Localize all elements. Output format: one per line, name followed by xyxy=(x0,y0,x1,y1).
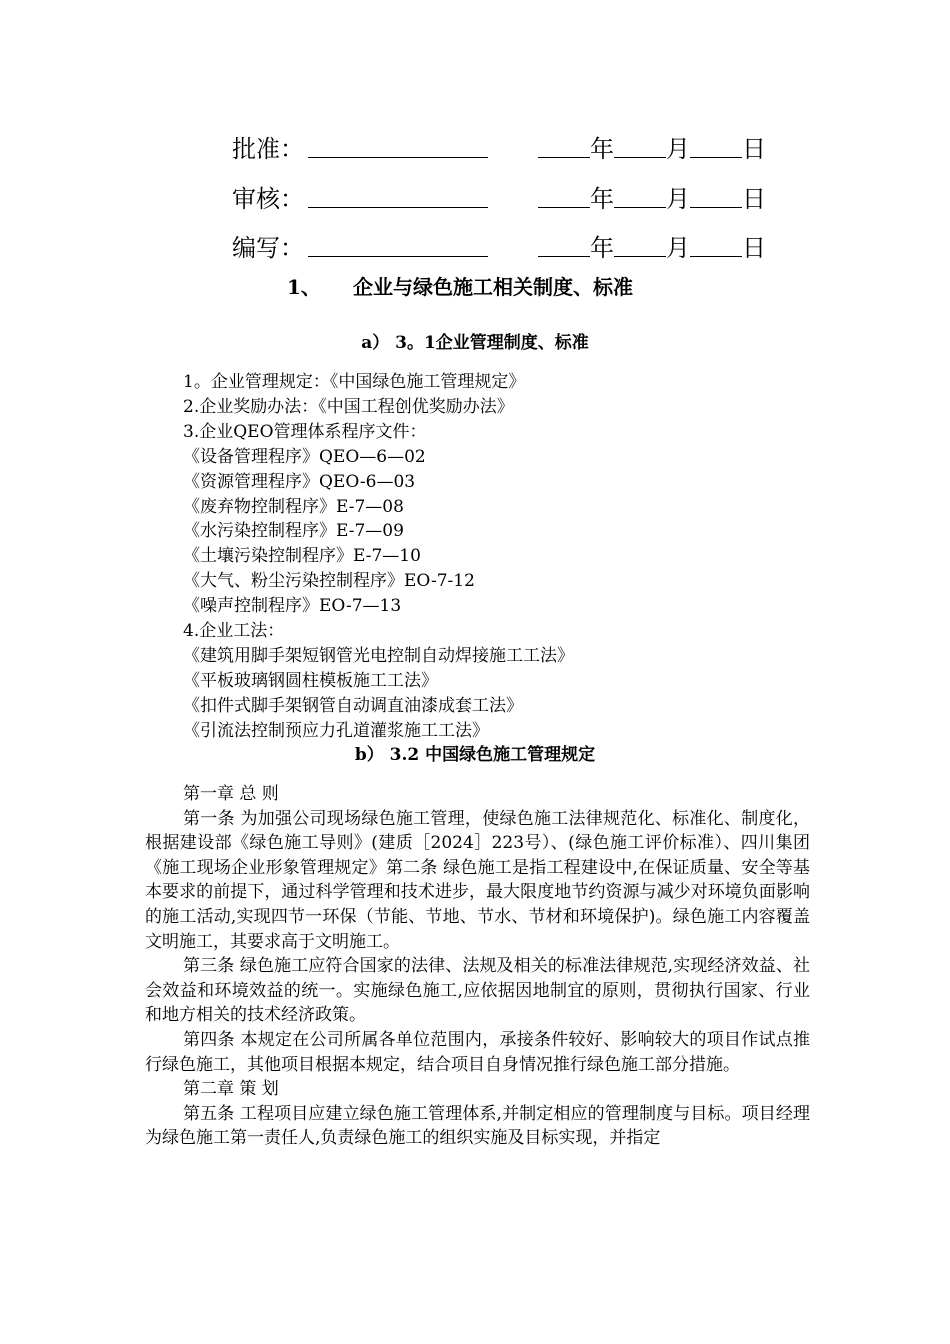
approve-day-line xyxy=(690,131,742,158)
review-year-label: 年 xyxy=(590,185,614,213)
author-month-label: 月 xyxy=(666,234,690,262)
author-month-line xyxy=(614,230,666,257)
approval-row-approve xyxy=(232,131,766,167)
list-item: 《废弃物控制程序》E-7—08 xyxy=(183,496,404,517)
approve-label: 批准： xyxy=(232,135,304,163)
approve-month-label: 月 xyxy=(666,135,690,163)
regulation-body xyxy=(145,782,810,1151)
list-item: 1。企业管理规定：《中国绿色施工管理规定》 xyxy=(183,372,526,392)
list-item: 《土壤污染控制程序》E-7—10 xyxy=(183,546,421,567)
heading-1-text: 企业与绿色施工相关制度、标准 xyxy=(353,275,633,299)
author-year-line xyxy=(538,230,590,257)
list-item: 《平板玻璃钢圆柱模板施工工法》 xyxy=(183,670,438,691)
approve-year-line xyxy=(538,131,590,158)
paragraph: 第四条 本规定在公司所属各单位范围内，承接条件较好、影响较大的项目作试点推行绿色施工，其他项目根据本规定，结合项目自身情况推行绿色施工部分措施。 xyxy=(145,1029,810,1075)
author-label: 编写： xyxy=(232,234,304,262)
author-day-label: 日 xyxy=(742,234,766,262)
review-day-label: 日 xyxy=(742,185,766,213)
paragraph: 第一条 为加强公司现场绿色施工管理，使绿色施工法律规范化、标准化、制度化，根据建设部《绿色施工导则》(建质［2024］223号）、(绿色施工评价标准）、四川集团《施工现场企业形象管理规定》第二条 绿色施工是指工程建设中,在保证质量、安全等基本要求的前提下，通过科学管理和技术进步，最大限度地节约资源与减少对环境负面影响的施工活动,实现四节一环保（节能、节地、节水、节材和环境保护)。绿色施工内容覆盖文明施工，其要求高于文明施工。 xyxy=(145,808,810,952)
list-item: 《噪声控制程序》EO-7—13 xyxy=(183,596,402,617)
review-year-line xyxy=(538,181,590,208)
review-label: 审核： xyxy=(232,185,304,213)
author-signature-line xyxy=(308,230,488,257)
author-day-line xyxy=(690,230,742,257)
paragraph: 第五条 工程项目应建立绿色施工管理体系,并制定相应的管理制度与目标。项目经理为绿色施工第一责任人,负责绿色施工的组织实施及目标实现，并指定 xyxy=(145,1103,810,1149)
approve-day-label: 日 xyxy=(742,135,766,163)
list-item: 《水污染控制程序》E-7—09 xyxy=(183,521,404,542)
heading-1-number: 1、 xyxy=(287,275,321,299)
approve-year-label: 年 xyxy=(590,135,614,163)
approval-row-review xyxy=(232,181,766,217)
list-item: 《资源管理程序》QEO-6—03 xyxy=(183,471,416,492)
chapter-heading: 第一章 总 则 xyxy=(183,784,279,804)
regulation-list xyxy=(183,370,574,744)
list-item: 《设备管理程序》QEO—6—02 xyxy=(183,446,426,467)
review-month-line xyxy=(614,181,666,208)
review-day-line xyxy=(690,181,742,208)
list-item: 4.企业工法： xyxy=(183,621,285,642)
list-item: 3.企业QEO管理体系程序文件： xyxy=(183,421,427,442)
paragraph: 第三条 绿色施工应符合国家的法律、法规及相关的标准法律规范,实现经济效益、社会效益和环境效益的统一。实施绿色施工,应依据因地制宜的原则，贯彻执行国家、行业和地方相关的技术经济政策。 xyxy=(145,956,810,1026)
list-item: 《引流法控制预应力孔道灌浆施工工法》 xyxy=(183,720,489,741)
approval-row-author xyxy=(232,230,766,266)
section-b-heading: b） 3.2 中国绿色施工管理规定 xyxy=(354,745,596,765)
list-item: 2.企业奖励办法：《中国工程创优奖励办法》 xyxy=(183,396,514,417)
approve-signature-line xyxy=(308,131,488,158)
review-month-label: 月 xyxy=(666,185,690,213)
list-item: 《建筑用脚手架短钢管光电控制自动焊接施工工法》 xyxy=(183,645,574,666)
approve-month-line xyxy=(614,131,666,158)
review-signature-line xyxy=(308,181,488,208)
chapter-heading: 第二章 策 划 xyxy=(183,1079,279,1100)
section-a-heading: a） 3。1企业管理制度、标准 xyxy=(361,333,589,353)
list-item: 《扣件式脚手架钢管自动调直油漆成套工法》 xyxy=(183,695,523,716)
author-year-label: 年 xyxy=(590,234,614,262)
list-item: 《大气、粉尘污染控制程序》EO-7-12 xyxy=(183,571,475,592)
